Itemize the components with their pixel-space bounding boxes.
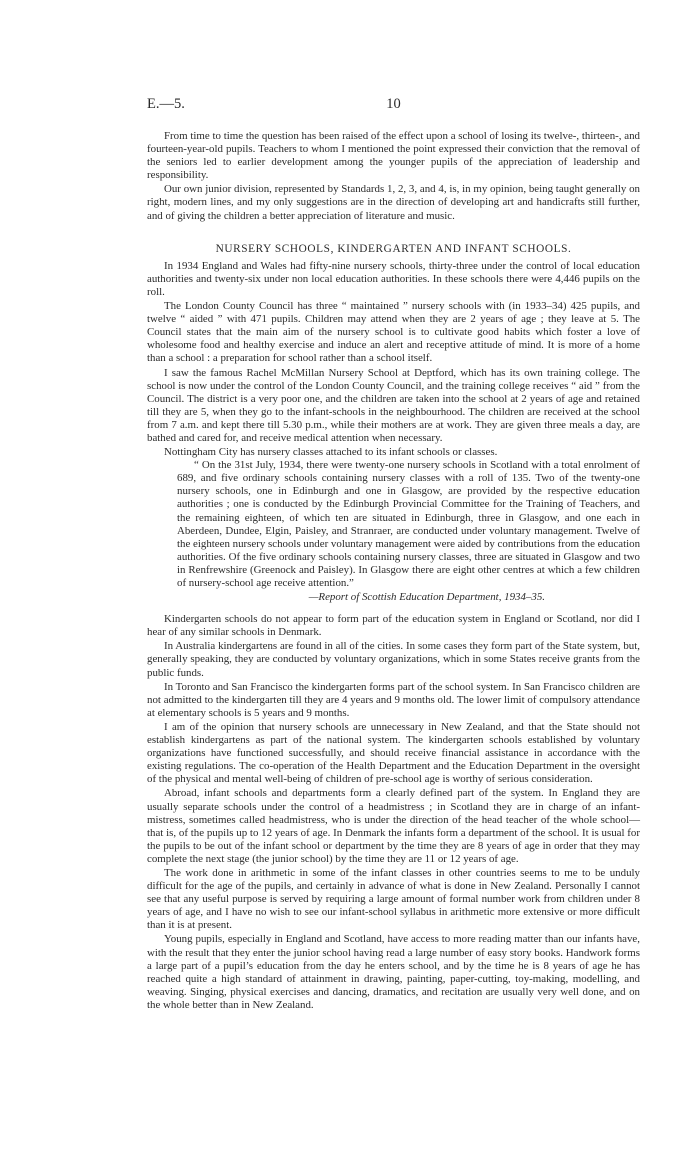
paragraph: Our own junior division, represented by Standards 1, 2, 3, and 4, is, in my opinion, being taught generally on right, modern lines, and my only suggestions are in the direction of developing art and handicrafts still further, and of giving the children a better appreciation of literature and music. <box>147 183 640 222</box>
page-number: 10 <box>386 96 401 112</box>
paragraph: From time to time the question has been raised of the effect upon a school of losing its twelve-, thirteen-, and fourteen-year-old pupils. Teachers to whom I mentioned the point expressed their conviction that the removal of the seniors led to earlier development among the younger pupils of the appreciation of leadership and responsibility. <box>147 130 640 182</box>
paragraph: I am of the opinion that nursery schools are unnecessary in New Zealand, and that the State should not establish kindergartens as part of the national system. The kindergarten schools established by voluntary organizations have functioned successfully, and should receive financial assistance in accordance with the existing regulations. The co-operation of the Health Department and the Education Department in the oversight of the physical and mental well-being of children of pre-school age is worthy of serious consideration. <box>147 720 640 786</box>
paragraph: Kindergarten schools do not appear to form part of the education system in England or Scotland, nor did I hear of any similar schools in Denmark. <box>147 613 640 639</box>
paragraph: In 1934 England and Wales had fifty-nine nursery schools, thirty-three under the control of local education authorities and twenty-six under non local education authorities. In these schools there were 4,446 pupils on the roll. <box>147 259 640 298</box>
paragraph: The London County Council has three “ maintained ” nursery schools with (in 1933–34) 425 pupils, and twelve “ aided ” with 471 pupils. Children may attend when they are 2 years of age ; they leave at 5. The Council states that the main aim of the nursery school is to cultivate good habits which foster a love of wholesome food and healthy exercise and induce an alert and receptive attitude of mind. It is more of a home than a school : a preparation for school rather than a school itself. <box>147 300 640 365</box>
paragraph: In Toronto and San Francisco the kindergarten forms part of the school system. In San Francisco children are not admitted to the kindergarten till they are 4 years and 9 months old. The lower limit of compulsory attendance at elementary schools is 5 years and 9 months. <box>147 680 640 719</box>
paragraph: The work done in arithmetic in some of the infant classes in other countries seems to me to be unduly difficult for the age of the pupils, and certainly in advance of what is done in New Zealand. Personally I cannot see that any useful purpose is served by requiring a large amount of formal number work from children under 8 years of age, and I have no wish to see our infant-school syllabus in arithmetic more extensive or more difficult than it is at present. <box>147 866 640 932</box>
quote-source: —Report of Scottish Education Department, 1934–35. <box>308 591 545 604</box>
paragraph: Nottingham City has nursery classes attached to its infant schools or classes. <box>164 446 498 459</box>
paragraph: In Australia kindergartens are found in all of the cities. In some cases they form part of the State system, but, generally speaking, they are conducted by voluntary organizations, which in some States receive grants from the public funds. <box>147 640 640 679</box>
block-quote <box>177 459 640 590</box>
paragraph: I saw the famous Rachel McMillan Nursery School at Deptford, which has its own training college. The school is now under the control of the London County Council, and the training college receives “ aid ” from the Council. The district is a very poor one, and the children are taken into the school at 2 years of age and retained till they are 5, when they go to the infant-schools in the neighbourhood. The children are received at the school from 7 a.m. and kept there till 5.30 p.m., while their mothers are at work. They are given three meals a day, are bathed and cared for, and receive medical attention when necessary. <box>147 366 640 444</box>
page-header <box>147 96 640 116</box>
paragraph: Young pupils, especially in England and Scotland, have access to more reading matter than our infants have, with the result that they enter the junior school having read a large number of easy story books. Handwork forms a large part of a pupil’s education from the day he enters school, and by the time he is 8 years of age he has reached quite a high standard of attainment in drawing, painting, paper-cutting, toy-making, modelling, and weaving. Singing, physical exercises and dancing, dramatics, and recitation are usually very well done, and on the whole better than in New Zealand. <box>147 933 640 1011</box>
section-heading: NURSERY SCHOOLS, KINDERGARTEN AND INFANT SCHOOLS. <box>215 242 572 255</box>
document-reference: E.—5. <box>147 96 185 112</box>
paragraph: Abroad, infant schools and departments form a clearly defined part of the system. In England they are usually separate schools under the control of a headmistress ; in Scotland they are in charge of an infant-mistress, sometimes called headmistress, who is under the direction of the head teacher of the whole school—that is, of the pupils up to 12 years of age. In Denmark the infants form a department of the school. It is usual for the pupils to be out of the infant school or department by the time they are 8 years of age in order that they may complete the next stage (the junior school) by the time they are 11 or 12 years of age. <box>147 787 640 865</box>
quote-text: “ On the 31st July, 1934, there were twenty-one nursery schools in Scotland with a total enrolment of 689, and five ordinary schools containing nursery classes with a roll of 135. Two of the twenty-one nursery schools, one in Edinburgh and one in Glasgow, are provided by the respective education authorities ; one is conducted by the Edinburgh Provincial Committee for the Training of Teachers, and the remaining eighteen, of which ten are situated in Edinburgh, three in Glasgow, and one each in Aberdeen, Dundee, Elgin, Paisley, and Stranraer, are conducted under voluntary management. Twelve of the eighteen nursery schools under voluntary management were aided by contributions from the education authorities. Of the five ordinary schools containing nursery classes, three are situated in Glasgow and two in Renfrewshire (Greenock and Paisley). In Glasgow there are eight other centres at which a few children of nursery-school age receive attention.” <box>177 459 641 589</box>
document-body <box>147 130 640 1012</box>
